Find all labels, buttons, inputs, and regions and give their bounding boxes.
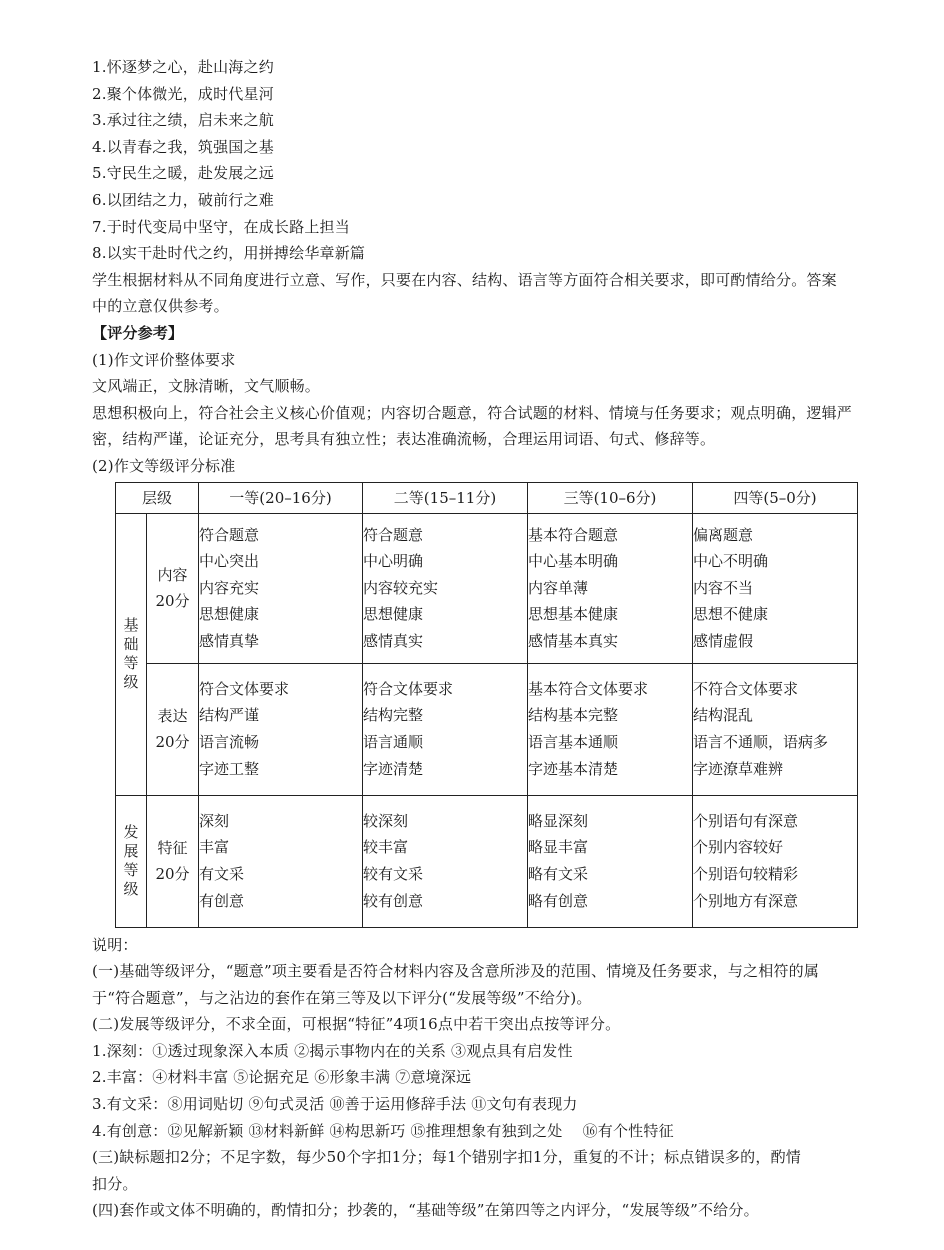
feature-label: 特征 20分 — [147, 795, 199, 927]
feature-grade-1: 深刻 丰富 有文采 有创意 — [199, 795, 363, 927]
note-3: (三)缺标题扣2分；不足字数，每少50个字扣1分；每1个错别字扣1分，重复的不计；标点错误多的，酌情 — [92, 1148, 801, 1167]
content-grade-4: 偏离题意 中心不明确 内容不当 思想不健康 感情虚假 — [693, 513, 858, 663]
expression-label: 表达 20分 — [147, 663, 199, 795]
theme-item: 1.怀逐梦之心，赴山海之约 — [92, 58, 274, 76]
theme-item: 3.承过往之绩，启未来之航 — [92, 111, 274, 130]
header-grade-3: 三等(10–6分) — [528, 482, 693, 513]
overall-title: (1)作文评价整体要求 — [92, 350, 236, 369]
content-grade-1: 符合题意 中心突出 内容充实 思想健康 感情真挚 — [199, 513, 363, 663]
note-2: (二)发展等级评分，不求全面，可根据“特征”4项16点中若干突出点按等评分。 — [92, 1015, 621, 1034]
section-title: 【评分参考】 — [92, 323, 184, 342]
header-level: 层级 — [116, 482, 199, 513]
feature-grade-3: 略显深刻 略显丰富 略有文采 略有创意 — [528, 795, 693, 927]
table-row-content — [116, 513, 858, 663]
theme-item: 2.聚个体微光，成时代星河 — [92, 84, 274, 103]
standard-title: (2)作文等级评分标准 — [92, 456, 236, 475]
grading-table — [115, 482, 858, 928]
document-page — [92, 54, 872, 1224]
notes-title: 说明： — [92, 935, 138, 954]
feature-grade-2: 较深刻 较丰富 较有文采 较有创意 — [363, 795, 528, 927]
detail-creative: 4.有创意：⑫见解新颖 ⑬材料新鲜 ⑭构思新巧 ⑮推理想象有独到之处 ⑯有个性特征 — [92, 1121, 674, 1140]
notes-section — [92, 932, 872, 1225]
detail-rich: 2.丰富：④材料丰富 ⑤论据充足 ⑥形象丰满 ⑦意境深远 — [92, 1068, 472, 1087]
table-row-expression — [116, 663, 858, 795]
detail-literary: 3.有文采：⑧用词贴切 ⑨句式灵活 ⑩善于运用修辞手法 ⑪文句有表现力 — [92, 1095, 578, 1114]
overall-requirement-1: 文风端正，文脉清晰，文气顺畅。 — [92, 377, 321, 396]
content-label: 内容 20分 — [147, 513, 199, 663]
intro-paragraph: 学生根据材料从不同角度进行立意、写作，只要在内容、结构、语言等方面符合相关要求，即可酌情给分。答案 — [92, 270, 837, 289]
header-grade-2: 二等(15–11分) — [363, 482, 528, 513]
table-header-row — [116, 482, 858, 513]
feature-grade-4: 个别语句有深意 个别内容较好 个别语句较精彩 个别地方有深意 — [693, 795, 858, 927]
overall-requirement-2-cont: 密，结构严谨，论证充分，思考具有独立性；表达准确流畅，合理运用词语、句式、修辞等。 — [92, 430, 716, 449]
note-3-cont: 扣分。 — [92, 1174, 138, 1193]
expression-grade-4: 不符合文体要求 结构混乱 语言不通顺，语病多 字迹潦草难辨 — [693, 663, 858, 795]
theme-item: 5.守民生之暖，赴发展之远 — [92, 164, 274, 183]
note-1: (一)基础等级评分，“题意”项主要看是否符合材料内容及含意所涉及的范围、情境及任务要求，与之相符的属 — [92, 962, 820, 981]
content-grade-3: 基本符合题意 中心基本明确 内容单薄 思想基本健康 感情基本真实 — [528, 513, 693, 663]
theme-item: 8.以实干赴时代之约，用拼搏绘华章新篇 — [92, 244, 366, 263]
theme-list — [92, 54, 872, 267]
table-row-feature — [116, 795, 858, 927]
expression-grade-3: 基本符合文体要求 结构基本完整 语言基本通顺 字迹基本清楚 — [528, 663, 693, 795]
group-basic-level: 基 础 等 级 — [116, 513, 147, 795]
content-grade-2: 符合题意 中心明确 内容较充实 思想健康 感情真实 — [363, 513, 528, 663]
note-1-cont: 于“符合题意”，与之沾边的套作在第三等及以下评分(“发展等级”不给分)。 — [92, 988, 592, 1007]
expression-grade-1: 符合文体要求 结构严谨 语言流畅 字迹工整 — [199, 663, 363, 795]
theme-item: 4.以青春之我，筑强国之基 — [92, 137, 274, 156]
detail-deep: 1.深刻：①透过现象深入本质 ②揭示事物内在的关系 ③观点具有启发性 — [92, 1041, 573, 1060]
note-4: (四)套作或文体不明确的，酌情扣分；抄袭的，“基础等级”在第四等之内评分，“发展等级”不给分。 — [92, 1201, 759, 1220]
header-grade-1: 一等(20–16分) — [199, 482, 363, 513]
header-grade-4: 四等(5–0分) — [693, 482, 858, 513]
group-development-level: 发 展 等 级 — [116, 795, 147, 927]
overall-requirement-2: 思想积极向上，符合社会主义核心价值观；内容切合题意，符合试题的材料、情境与任务要求；观点明确，逻辑严 — [92, 403, 853, 422]
expression-grade-2: 符合文体要求 结构完整 语言通顺 字迹清楚 — [363, 663, 528, 795]
theme-item: 6.以团结之力，破前行之难 — [92, 190, 274, 209]
intro-paragraph-cont: 中的立意仅供参考。 — [92, 297, 229, 316]
theme-item: 7.于时代变局中坚守，在成长路上担当 — [92, 217, 350, 236]
